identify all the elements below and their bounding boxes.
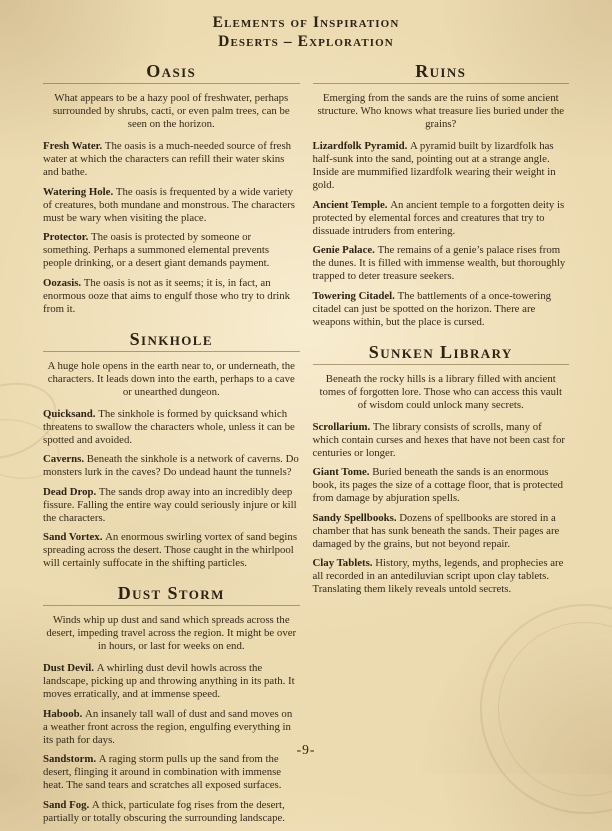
entry-paragraph: Giant Tome. Buried beneath the sands is an enormous book, its pages the size of a cottage floor, that is protected from damage by abjuration spells. xyxy=(312,466,564,504)
entry-term: Giant Tome. xyxy=(312,466,373,478)
section-intro: Beneath the rocky hills is a library filled with ancient tomes of forgotten lore. Those who can access this vault of wisdom could unlock many secrets. xyxy=(319,372,562,411)
entry-term: Towering Citadel. xyxy=(312,289,398,302)
entry-term: Sand Vortex. xyxy=(43,531,106,543)
entry-term: Sandstorm. xyxy=(43,753,99,765)
entry-term: Ancient Temple. xyxy=(312,198,391,211)
entry-paragraph: Towering Citadel. The battlements of a once-towering citadel can just be spotted on the horizon. There are weapons within, but the place is cursed. xyxy=(312,289,552,328)
entry-paragraph: Lizardfolk Pyramid. A pyramid built by lizardfolk has half-sunk into the sand, pointing out at a strange angle. Inside are mummified lizardfolk wearing their weight in gold. xyxy=(312,140,556,191)
content-section xyxy=(43,583,300,825)
section-intro: What appears to be a hazy pool of freshwater, perhaps surrounded by shrubs, cacti, or even palm trees, can be seen on the horizon. xyxy=(52,92,290,130)
entry-paragraph: Sand Vortex. An enormous swirling vortex of sand begins spreading across the desert. Those caught in the whirlpool will certainly suffocate in the shifting particles. xyxy=(43,531,298,569)
section-title: Dust Storm xyxy=(117,583,225,603)
entry-term: Caverns. xyxy=(43,453,87,465)
entry-term: Dust Devil. xyxy=(43,662,97,674)
left-column xyxy=(43,61,300,831)
entry-paragraph: Ancient Temple. An ancient temple to a forgotten deity is protected by elemental forces and creatures that try to dissuade intruders from entering. xyxy=(312,198,565,237)
document-header xyxy=(0,0,612,51)
entry-term: Sandy Spellbooks. xyxy=(312,511,400,524)
entry-term: Lizardfolk Pyramid. xyxy=(312,140,410,152)
two-column-body xyxy=(0,51,612,831)
section-entries xyxy=(43,140,300,316)
section-intro: A huge hole opens in the earth near to, or underneath, the characters. It leads down into the earth, perhaps to a cave or unearthed dungeon. xyxy=(47,359,295,398)
entry-paragraph: Oozasis. The oasis is not as it seems; it is, in fact, an enormous ooze that aims to engulf those who try to drink from it. xyxy=(43,276,291,315)
entry-paragraph: Sand Fog. A thick, particulate fog rises from the desert, partially or totally obscuring the surrounding landscape. xyxy=(43,798,285,824)
section-rule xyxy=(313,83,570,84)
entry-term: Sand Fog. xyxy=(43,798,92,811)
entry-term: Genie Palace. xyxy=(312,244,378,256)
entry-paragraph: Caverns. Beneath the sinkhole is a network of caverns. Do monsters lurk in the caves? Do undead haunt the tunnels? xyxy=(43,453,299,478)
section-title: Oasis xyxy=(146,61,197,81)
entry-term: Clay Tablets. xyxy=(312,557,376,569)
entry-paragraph: Sandy Spellbooks. Dozens of spellbooks are stored in a chamber that has sunk beneath the sands. Their pages are damaged by the grains, but not beyond repair. xyxy=(312,511,560,550)
section-entries xyxy=(313,140,570,329)
section-entries xyxy=(43,408,300,571)
section-title: Ruins xyxy=(415,61,467,81)
entry-term: Protector. xyxy=(43,231,91,243)
entry-paragraph: Sandstorm. A raging storm pulls up the sand from the desert, flinging it around in combination with immense heat. The sand tears and scratches all exposed surfaces. xyxy=(43,753,282,791)
section-intro: Winds whip up dust and sand which spreads across the desert, impeding travel across the region. It might be over in hours, or last for weeks on end. xyxy=(46,614,297,652)
section-rule xyxy=(43,351,300,352)
entry-paragraph: Dead Drop. The sands drop away into an incredibly deep fissure. Falling the entire way could seriously injure or kill the characters. xyxy=(43,485,297,524)
section-rule xyxy=(43,605,300,606)
entry-paragraph: Genie Palace. The remains of a genie’s palace rises from the dunes. It is filled with immense wealth, but thoroughly trapped to deter treasure seekers. xyxy=(312,244,566,282)
entry-term: Fresh Water. xyxy=(43,140,105,152)
entry-paragraph: Quicksand. The sinkhole is formed by quicksand which threatens to swallow the characters whole, unless it can be spotted and avoided. xyxy=(43,407,295,446)
section-title: Sinkhole xyxy=(129,328,213,349)
entry-paragraph: Protector. The oasis is protected by someone or something. Perhaps a summoned elemental prevents people drinking, or a desert giant demands payment. xyxy=(43,231,270,269)
section-entries xyxy=(313,421,570,597)
section-rule xyxy=(313,364,570,365)
document-title: Elements of Inspiration xyxy=(212,14,400,31)
entry-paragraph: Watering Hole. The oasis is frequented by a wide variety of creatures, both mundane and monstrous. The characters must be wary when visiting the place. xyxy=(43,185,295,224)
content-section xyxy=(313,61,570,329)
entry-paragraph: Scrollarium. The library consists of scrolls, many of which contain curses and hexes that have not been cast for centuries or longer. xyxy=(312,420,565,459)
entry-paragraph: Fresh Water. The oasis is a much-needed source of fresh water at which the characters can refill their water skins and bathe. xyxy=(43,140,292,178)
page-number: -9- xyxy=(296,742,316,757)
document-subtitle: Deserts – Exploration xyxy=(218,33,394,50)
entry-term: Watering Hole. xyxy=(43,185,116,198)
entry-paragraph: Clay Tablets. History, myths, legends, and prophecies are all recorded in an antediluvian script upon clay tablets. Translating them likely reveals untold secrets. xyxy=(312,557,564,595)
entry-paragraph: Haboob. An insanely tall wall of dust and sand moves on a weather front across the region, engulfing everything in its path for days. xyxy=(43,707,293,746)
content-section xyxy=(43,61,300,316)
entry-paragraph: Dust Devil. A whirling dust devil howls across the landscape, picking up and throwing anything in its path. It moves erratically, and at immense speed. xyxy=(43,662,295,700)
entry-term: Scrollarium. xyxy=(312,420,373,433)
content-section xyxy=(313,342,570,597)
section-rule xyxy=(43,83,300,84)
right-column xyxy=(313,61,570,831)
content-section xyxy=(43,329,300,571)
entry-term: Quicksand. xyxy=(43,407,99,420)
entry-term: Dead Drop. xyxy=(43,485,99,498)
section-intro: Emerging from the sands are the ruins of some ancient structure. Who knows what treasure lies buried under the grains? xyxy=(317,92,565,130)
entry-term: Haboob. xyxy=(43,707,86,720)
entry-term: Oozasis. xyxy=(43,276,84,289)
section-title: Sunken Library xyxy=(368,341,513,362)
